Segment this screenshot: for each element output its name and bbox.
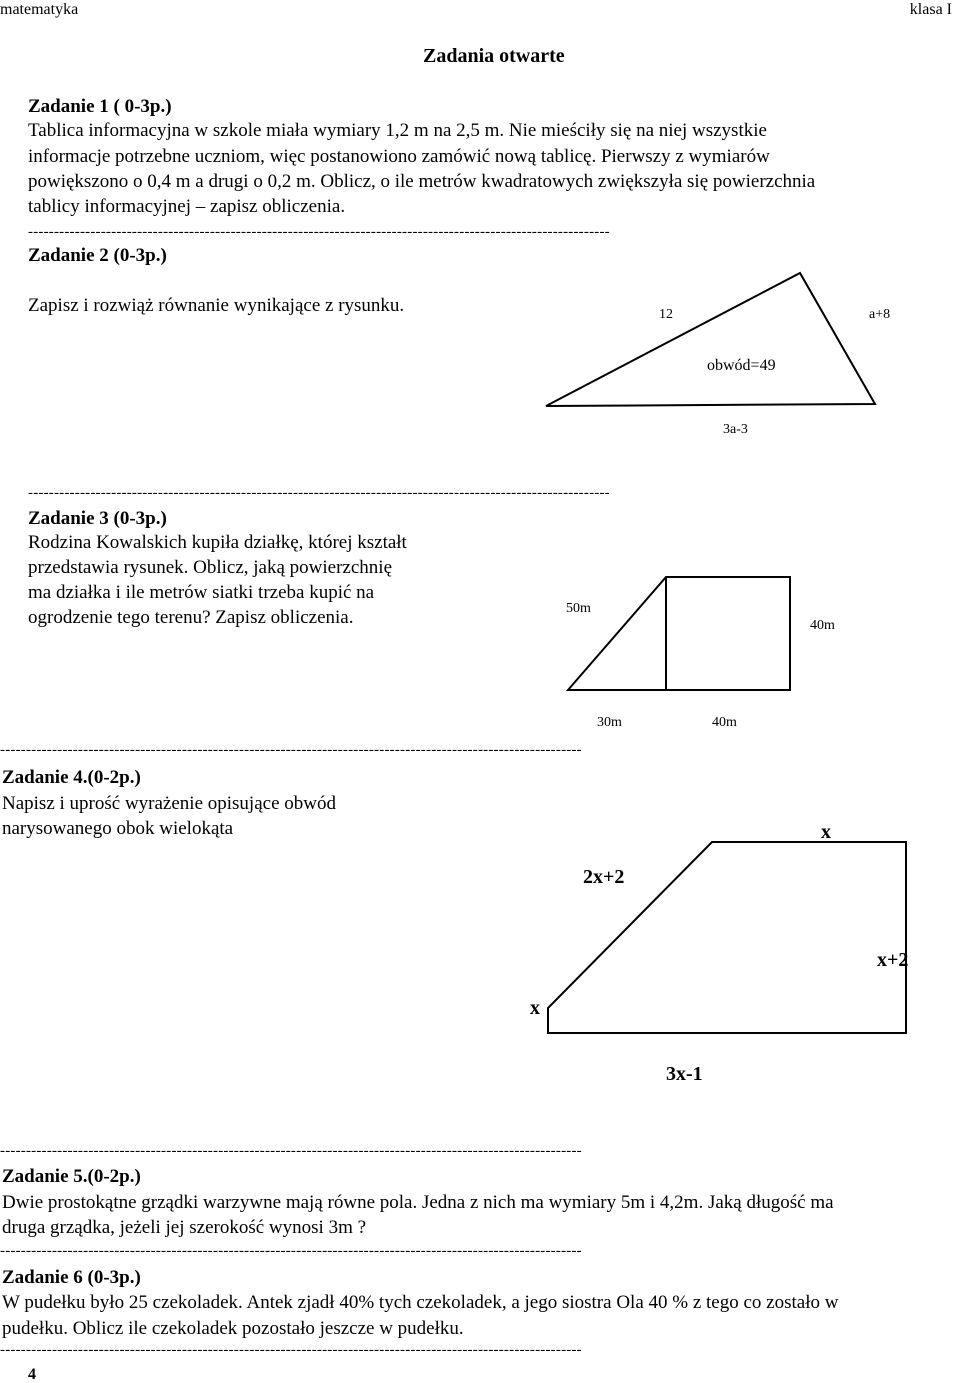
page-title: Zadania otwarte xyxy=(423,45,565,67)
separator: ---------------------------------------------------------------------------------------------------------------- xyxy=(0,1343,582,1358)
polygon-label-right: x+2 xyxy=(877,949,909,971)
task3-line: Rodzina Kowalskich kupiła działkę, której kształt xyxy=(28,532,407,553)
plot-figure xyxy=(568,577,790,690)
task3-line: ma działka i ile metrów siatki trzeba kupić na xyxy=(28,582,375,603)
task5-heading: Zadanie 5.(0-2p.) xyxy=(2,1166,141,1187)
separator: ---------------------------------------------------------------------------------------------------------------- xyxy=(28,486,610,501)
triangle-figure xyxy=(546,273,875,406)
triangle-label-bottom: 3a-3 xyxy=(723,422,748,437)
task1-heading: Zadanie 1 ( 0-3p.) xyxy=(28,96,172,117)
triangle-label-perimeter: obwód=49 xyxy=(707,357,776,374)
plot-label-right: 40m xyxy=(810,618,835,633)
task1-line: tablicy informacyjnej – zapisz obliczenia. xyxy=(28,196,346,217)
header-subject: matematyka xyxy=(0,1,79,18)
task2-text: Zapisz i rozwiąż równanie wynikające z rysunku. xyxy=(28,295,405,316)
task4-line: Napisz i uprość wyrażenie opisujące obwód xyxy=(2,793,336,814)
page-number: 4 xyxy=(28,1366,36,1383)
separator: ---------------------------------------------------------------------------------------------------------------- xyxy=(0,743,582,758)
triangle-label-right: a+8 xyxy=(869,307,891,322)
task4-heading: Zadanie 4.(0-2p.) xyxy=(2,767,141,788)
plot-label-bottom-right: 40m xyxy=(712,715,737,730)
task6-line: pudełku. Oblicz ile czekoladek pozostało jeszcze w pudełku. xyxy=(2,1318,464,1339)
separator: ---------------------------------------------------------------------------------------------------------------- xyxy=(28,225,610,240)
task1-line: informacje potrzebne uczniom, więc postanowiono zamówić nową tablicę. Pierwszy z wymiarów xyxy=(28,146,770,167)
polygon-label-left: x xyxy=(530,997,540,1019)
task3-line: ogrodzenie tego terenu? Zapisz obliczenia. xyxy=(28,607,354,628)
separator: ---------------------------------------------------------------------------------------------------------------- xyxy=(0,1144,582,1159)
polygon-label-bottom: 3x-1 xyxy=(666,1063,703,1085)
plot-label-left: 50m xyxy=(566,601,591,616)
task5-line: Dwie prostokątne grządki warzywne mają równe pola. Jedna z nich ma wymiary 5m i 4,2m. Jaką długość ma xyxy=(2,1192,834,1213)
task3-line: przedstawia rysunek. Oblicz, jaką powierzchnię xyxy=(28,557,393,578)
polygon-label-slant: 2x+2 xyxy=(583,866,625,888)
separator: ---------------------------------------------------------------------------------------------------------------- xyxy=(0,1244,582,1259)
polygon-label-top: x xyxy=(821,821,831,843)
task4-line: narysowanego obok wielokąta xyxy=(2,818,234,839)
task2-heading: Zadanie 2 (0-3p.) xyxy=(28,245,167,266)
task3-heading: Zadanie 3 (0-3p.) xyxy=(28,508,167,529)
task6-line: W pudełku było 25 czekoladek. Antek zjadł 40% tych czekoladek, a jego siostra Ola 40 % z tego co zostało w xyxy=(2,1292,839,1313)
header-class: klasa I xyxy=(909,1,952,18)
triangle-label-left: 12 xyxy=(659,307,673,322)
plot-label-bottom-left: 30m xyxy=(597,715,622,730)
polygon-figure xyxy=(548,842,909,1033)
task1-line: powiększono o 0,4 m a drugi o 0,2 m. Oblicz, o ile metrów kwadratowych zwiększyła się powierzchnia xyxy=(28,171,816,192)
task5-line: druga grządka, jeżeli jej szerokość wynosi 3m ? xyxy=(2,1217,367,1238)
task6-heading: Zadanie 6 (0-3p.) xyxy=(2,1267,141,1288)
task1-line: Tablica informacyjna w szkole miała wymiary 1,2 m na 2,5 m. Nie mieściły się na niej wszystkie xyxy=(28,120,767,141)
